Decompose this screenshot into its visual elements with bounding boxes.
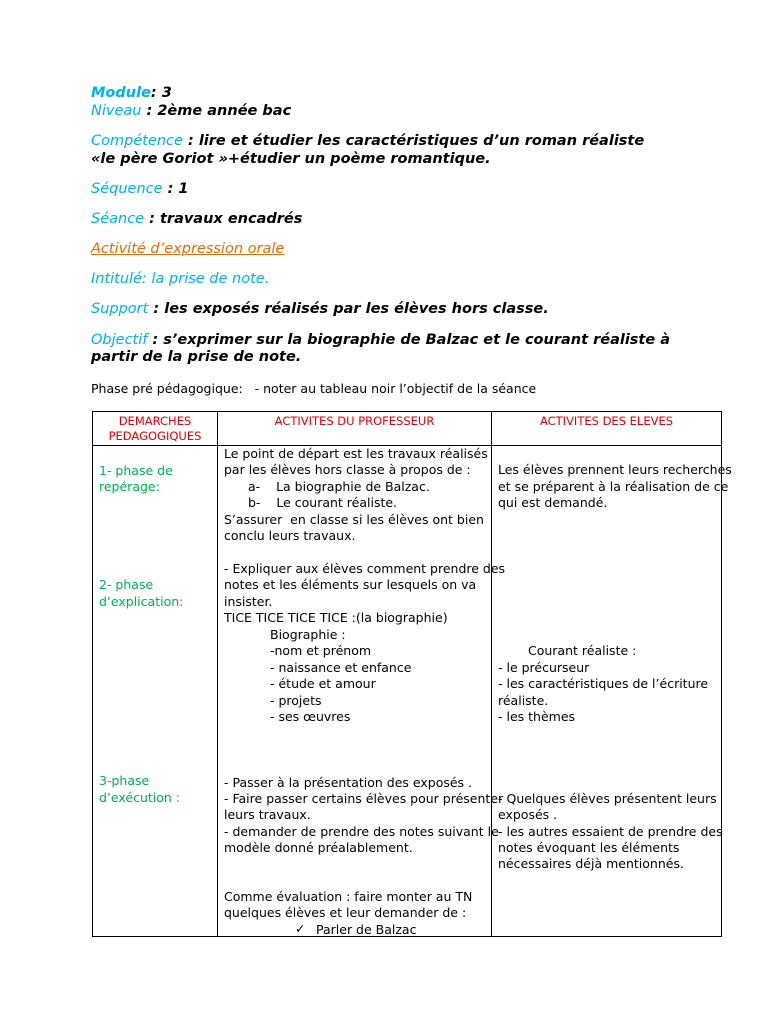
sequence-value: : 1 bbox=[162, 181, 189, 197]
prof-line: insister. bbox=[224, 594, 273, 609]
competence-label: Compétence bbox=[91, 133, 183, 149]
prof-line: - Faire passer certains élèves pour présenter bbox=[224, 791, 504, 806]
prof-line: Parler de Balzac bbox=[316, 922, 417, 937]
prof-line: TICE TICE TICE TICE :(la biographie) bbox=[224, 610, 448, 625]
competence-line bbox=[91, 132, 644, 150]
activite-title: Activité d’expression orale bbox=[91, 241, 285, 257]
phase-3-number: 3 bbox=[99, 773, 107, 788]
objectif-line-2: partir de la prise de note. bbox=[91, 349, 302, 365]
module-line bbox=[91, 84, 172, 102]
eleves-line: notes évoquant les éléments bbox=[498, 840, 680, 855]
prof-line: S’assurer en classe si les élèves ont bien bbox=[224, 512, 484, 527]
competence-line-2: «le père Goriot »+étudier un poème romantique. bbox=[91, 151, 491, 167]
phase-1-text: - phase de bbox=[106, 463, 173, 478]
eleves-line: - les thèmes bbox=[498, 709, 576, 724]
check-icon: ✓ bbox=[295, 921, 306, 936]
phase-2-text: - phase bbox=[106, 577, 154, 592]
competence-value: : lire et étudier les caractéristiques d’un roman réaliste bbox=[182, 133, 645, 149]
phase-3-text: -phase bbox=[106, 773, 150, 788]
seance-line bbox=[91, 210, 302, 228]
header-demarches: DEMARCHES PEDAGOGIQUES bbox=[93, 412, 218, 446]
seance-label: Séance bbox=[91, 211, 145, 227]
prof-line: - Expliquer aux élèves comment prendre des bbox=[224, 561, 506, 576]
lesson-table bbox=[92, 411, 732, 937]
prof-line: Comme évaluation : faire monter au TN bbox=[224, 889, 473, 904]
eleves-line: réaliste. bbox=[498, 693, 549, 708]
module-value: : 3 bbox=[150, 85, 172, 101]
niveau-line bbox=[91, 102, 291, 120]
prof-line: - Passer à la présentation des exposés . bbox=[224, 775, 473, 790]
prof-line: - projets bbox=[270, 693, 322, 708]
prof-line: - étude et amour bbox=[270, 676, 376, 691]
phase-1 bbox=[99, 463, 173, 480]
sequence-line bbox=[91, 180, 189, 198]
cell-professeur bbox=[218, 446, 506, 937]
eleves-line: - les caractéristiques de l’écriture bbox=[498, 676, 709, 691]
sequence-label: Séquence bbox=[91, 181, 163, 197]
eleves-line: - Quelques élèves présentent leurs bbox=[498, 791, 717, 806]
intitule-text: Intitulé: la prise de note. bbox=[91, 271, 270, 287]
niveau-label: Niveau bbox=[91, 103, 142, 119]
support-label: Support bbox=[91, 301, 149, 317]
prof-line: -nom et prénom bbox=[270, 643, 372, 658]
phase-2-text-2: d’explication: bbox=[99, 594, 184, 609]
prof-line: par les élèves hors classe à propos de : bbox=[224, 462, 471, 477]
table-body-row bbox=[93, 446, 722, 937]
phase-2-number: 2 bbox=[99, 577, 107, 592]
activite-line bbox=[91, 240, 284, 258]
eleves-line: - le précurseur bbox=[498, 660, 590, 675]
support-line bbox=[91, 300, 549, 318]
cell-eleves bbox=[492, 446, 732, 937]
phase-pre-pedagogique: Phase pré pédagogique: - noter au tableau noir l’objectif de la séance bbox=[91, 381, 537, 396]
eleves-line: exposés . bbox=[498, 807, 558, 822]
prof-line: modèle donné préalablement. bbox=[224, 840, 413, 855]
seance-value: : travaux encadrés bbox=[144, 211, 303, 227]
table-header-row bbox=[93, 412, 722, 446]
phase-3-text-2: d’exécution : bbox=[99, 790, 181, 805]
prof-line: a- La biographie de Balzac. bbox=[248, 479, 430, 494]
phase-2 bbox=[99, 577, 153, 594]
prof-line: - ses œuvres bbox=[270, 709, 351, 724]
support-value: : les exposés réalisés par les élèves hors classe. bbox=[148, 301, 549, 317]
niveau-value: : 2ème année bac bbox=[141, 103, 292, 119]
prof-line: quelques élèves et leur demander de : bbox=[224, 905, 467, 920]
prof-line: Biographie : bbox=[270, 627, 346, 642]
phase-1-text-2: repérage: bbox=[99, 479, 160, 494]
prof-line: conclu leurs travaux. bbox=[224, 528, 356, 543]
objectif-value: : s’exprimer sur la biographie de Balzac et le courant réaliste à bbox=[147, 332, 671, 348]
prof-line: - naissance et enfance bbox=[270, 660, 412, 675]
prof-line: - demander de prendre des notes suivant le bbox=[224, 824, 499, 839]
phase-3 bbox=[99, 773, 149, 790]
prof-line: notes et les éléments sur lesquels on va bbox=[224, 577, 477, 592]
prof-line: b- Le courant réaliste. bbox=[248, 495, 398, 510]
objectif-line bbox=[91, 331, 670, 349]
eleves-line: nécessaires déjà mentionnés. bbox=[498, 856, 684, 871]
eleves-line: et se préparent à la réalisation de ce bbox=[498, 479, 729, 494]
eleves-line: qui est demandé. bbox=[498, 495, 608, 510]
eleves-line: Les élèves prennent leurs recherches bbox=[498, 462, 732, 477]
intitule-line bbox=[91, 270, 269, 288]
header-eleves: ACTIVITES DES ELEVES bbox=[492, 412, 722, 446]
phase-1-number: 1 bbox=[99, 463, 107, 478]
cell-demarches bbox=[93, 446, 218, 937]
prof-line: leurs travaux. bbox=[224, 807, 311, 822]
eleves-line: - les autres essaient de prendre des bbox=[498, 824, 723, 839]
objectif-label: Objectif bbox=[91, 332, 148, 348]
module-label: Module bbox=[91, 85, 151, 101]
eleves-line: Courant réaliste : bbox=[528, 643, 637, 658]
prof-line: Le point de départ est les travaux réalisés bbox=[224, 446, 488, 461]
header-professeur: ACTIVITES DU PROFESSEUR bbox=[218, 412, 492, 446]
